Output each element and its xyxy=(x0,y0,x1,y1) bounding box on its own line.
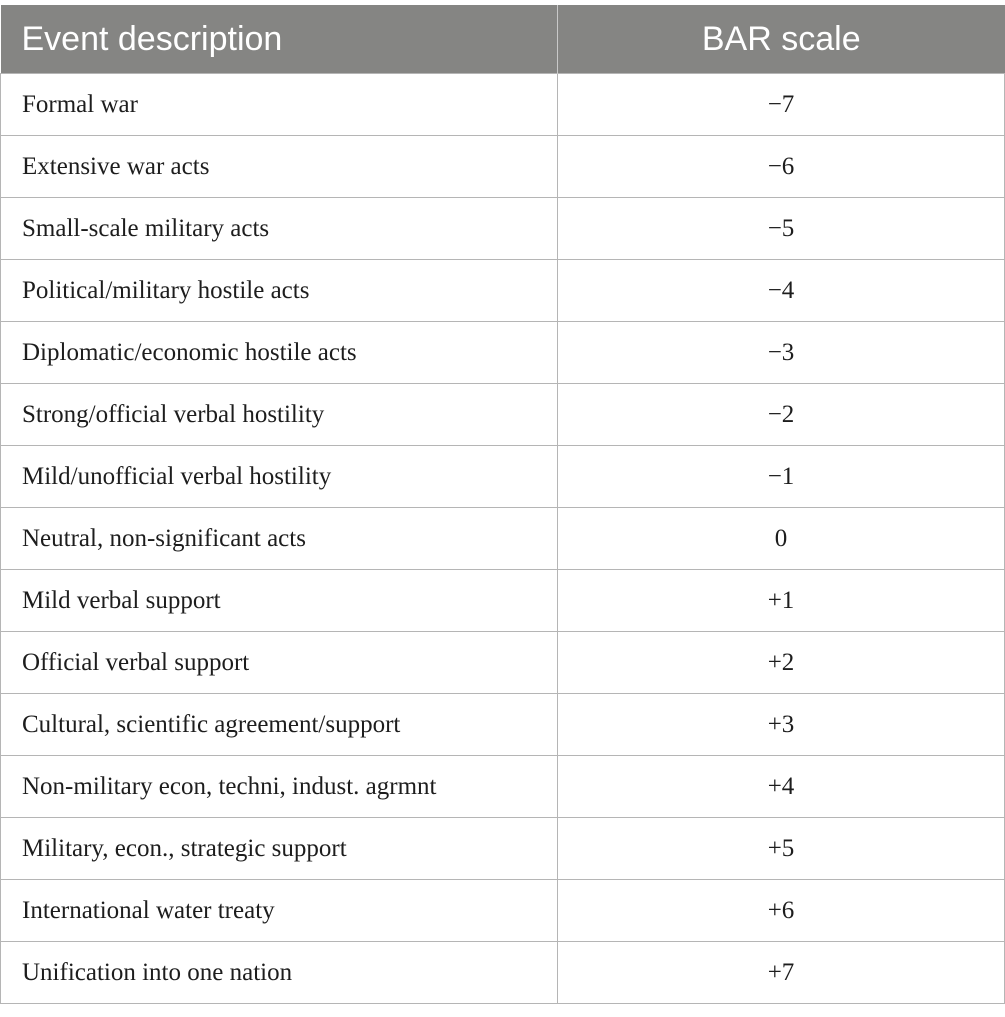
table-row xyxy=(1,198,1005,260)
event-description-cell: Non-military econ, techni, indust. agrmnt xyxy=(1,756,558,818)
header-bar-scale: BAR scale xyxy=(558,5,1005,74)
bar-scale-cell: +1 xyxy=(558,570,1005,632)
bar-scale-cell: −7 xyxy=(558,74,1005,136)
bar-scale-cell: +4 xyxy=(558,756,1005,818)
event-description-cell: Diplomatic/economic hostile acts xyxy=(1,322,558,384)
bar-scale-cell: +6 xyxy=(558,880,1005,942)
table-row xyxy=(1,446,1005,508)
event-description-cell: Official verbal support xyxy=(1,632,558,694)
table-body xyxy=(1,74,1005,1004)
bar-scale-cell: +3 xyxy=(558,694,1005,756)
bar-scale-cell: −1 xyxy=(558,446,1005,508)
event-description-cell: Strong/official verbal hostility xyxy=(1,384,558,446)
header-row xyxy=(1,5,1005,74)
bar-scale-cell: −4 xyxy=(558,260,1005,322)
bar-scale-cell: −3 xyxy=(558,322,1005,384)
event-description-cell: International water treaty xyxy=(1,880,558,942)
bar-scale-cell: −6 xyxy=(558,136,1005,198)
bar-scale-table xyxy=(0,5,1005,1004)
event-description-cell: Cultural, scientific agreement/support xyxy=(1,694,558,756)
table-header xyxy=(1,5,1005,74)
table-row xyxy=(1,570,1005,632)
table-row xyxy=(1,756,1005,818)
table-row xyxy=(1,880,1005,942)
event-description-cell: Unification into one nation xyxy=(1,942,558,1004)
bar-scale-table-container xyxy=(0,5,1005,1004)
event-description-cell: Extensive war acts xyxy=(1,136,558,198)
event-description-cell: Mild verbal support xyxy=(1,570,558,632)
event-description-cell: Small-scale military acts xyxy=(1,198,558,260)
table-row xyxy=(1,260,1005,322)
table-row xyxy=(1,74,1005,136)
table-row xyxy=(1,384,1005,446)
table-row xyxy=(1,632,1005,694)
bar-scale-cell: 0 xyxy=(558,508,1005,570)
table-row xyxy=(1,694,1005,756)
table-row xyxy=(1,818,1005,880)
event-description-cell: Formal war xyxy=(1,74,558,136)
table-row xyxy=(1,942,1005,1004)
event-description-cell: Neutral, non-significant acts xyxy=(1,508,558,570)
bar-scale-cell: −2 xyxy=(558,384,1005,446)
table-row xyxy=(1,136,1005,198)
bar-scale-cell: −5 xyxy=(558,198,1005,260)
event-description-cell: Mild/unofficial verbal hostility xyxy=(1,446,558,508)
event-description-cell: Military, econ., strategic support xyxy=(1,818,558,880)
header-event-description: Event description xyxy=(1,5,558,74)
event-description-cell: Political/military hostile acts xyxy=(1,260,558,322)
bar-scale-cell: +7 xyxy=(558,942,1005,1004)
table-row xyxy=(1,508,1005,570)
bar-scale-cell: +2 xyxy=(558,632,1005,694)
table-row xyxy=(1,322,1005,384)
bar-scale-cell: +5 xyxy=(558,818,1005,880)
